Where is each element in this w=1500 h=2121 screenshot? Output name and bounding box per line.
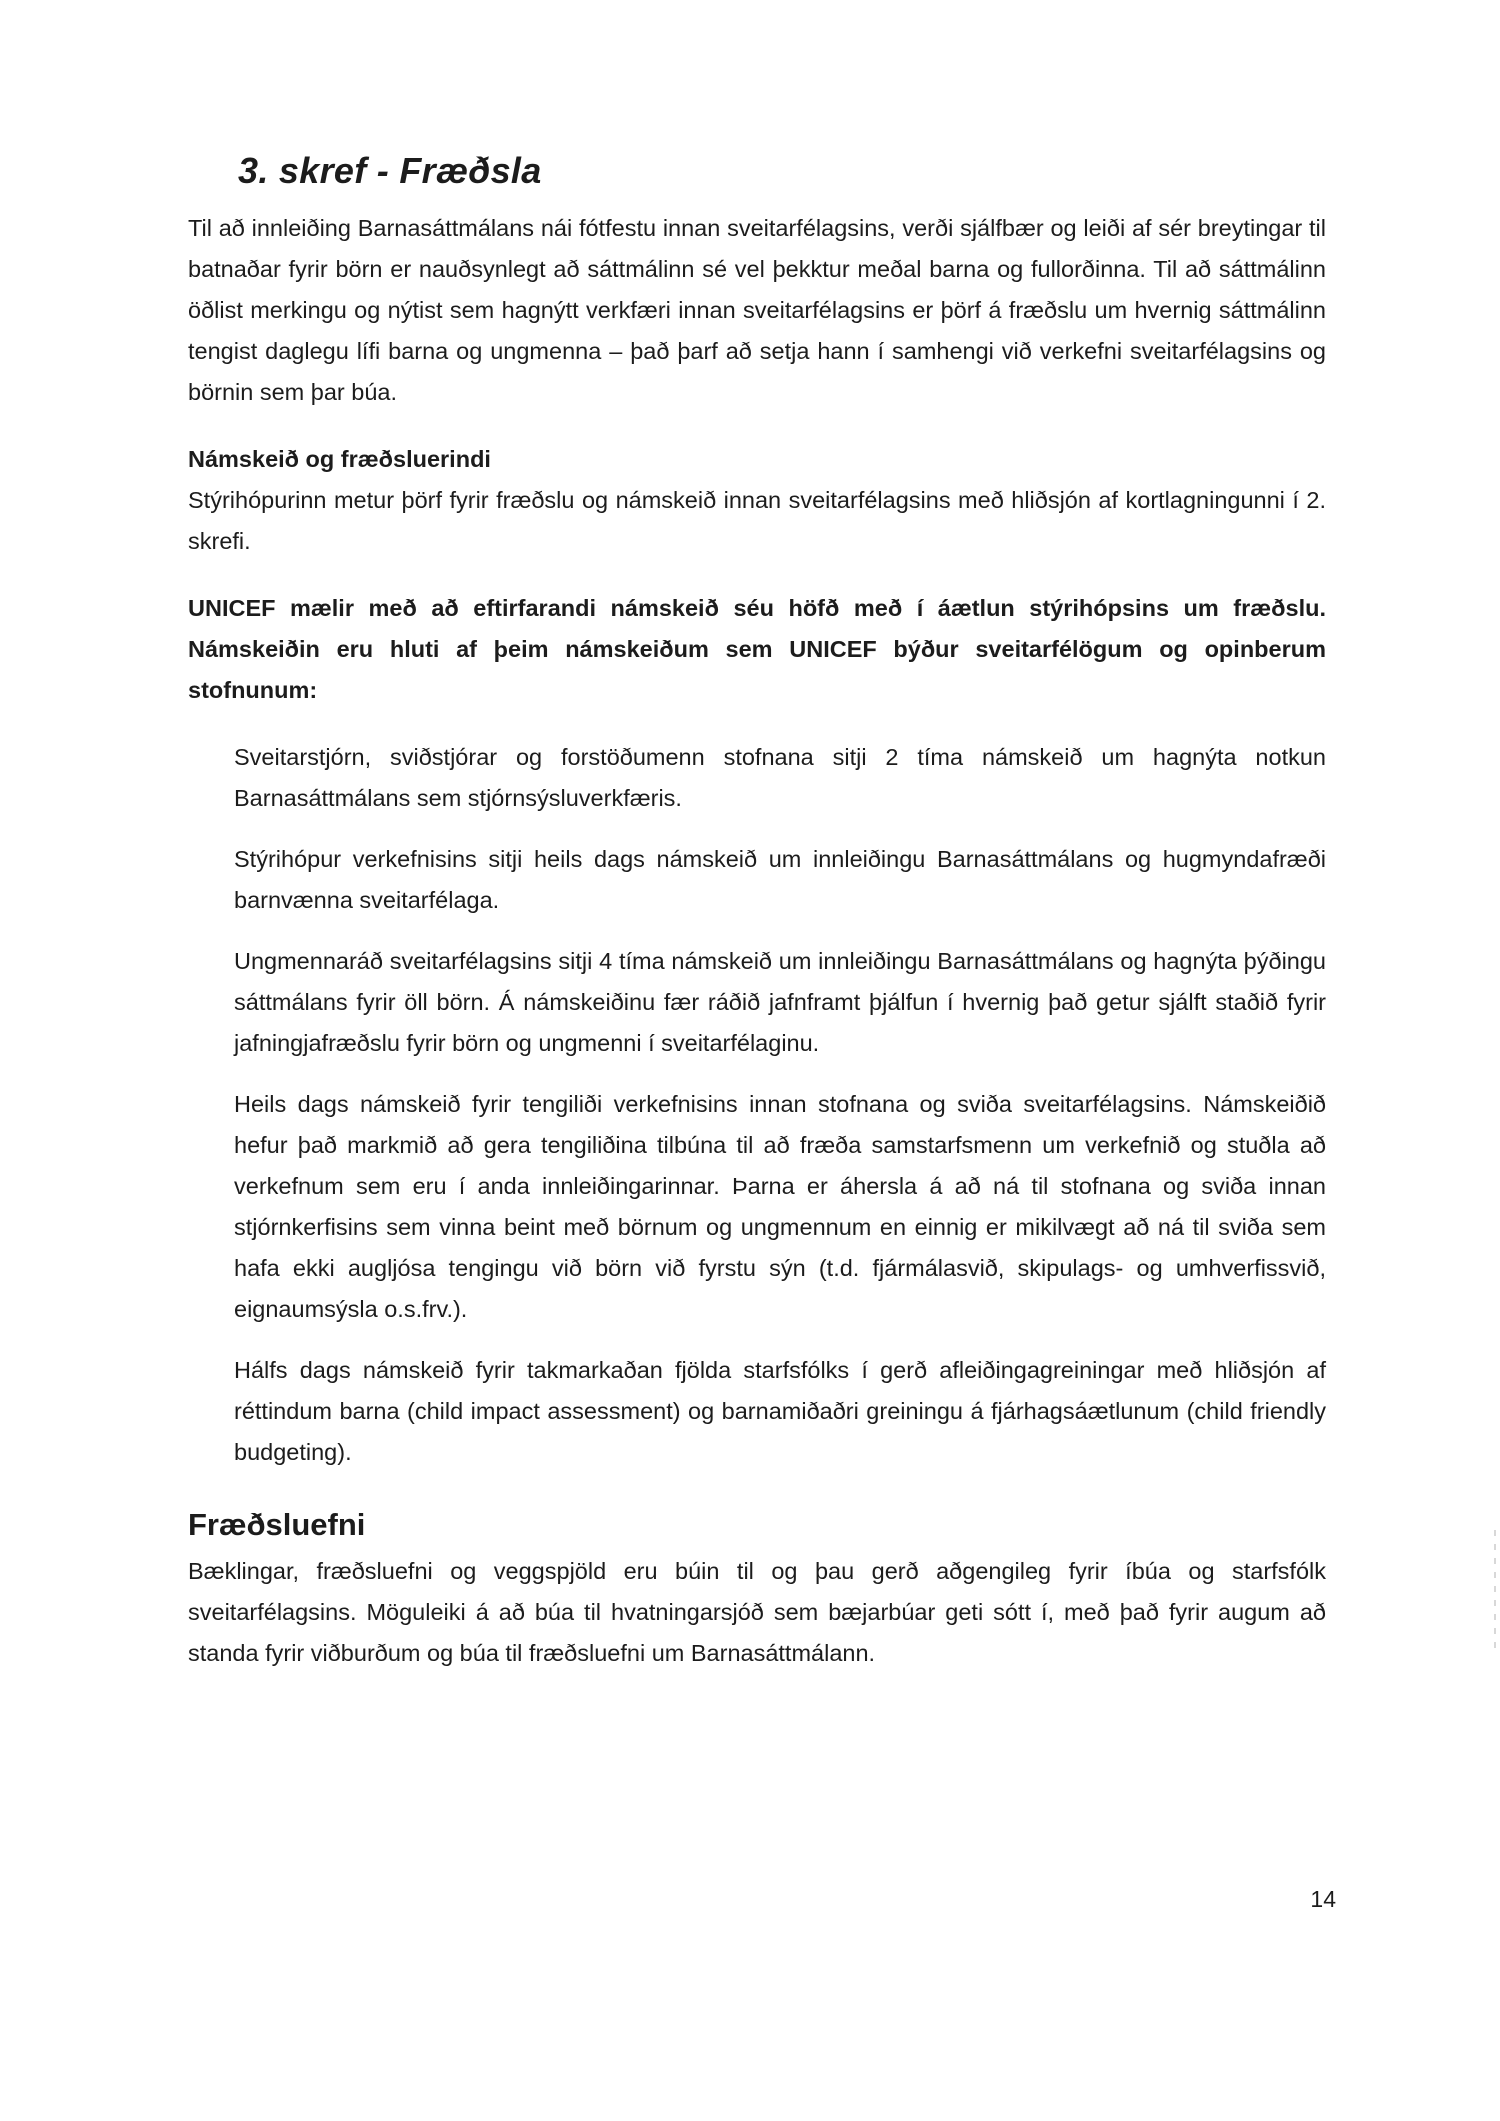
materials-paragraph: Bæklingar, fræðsluefni og veggspjöld eru búin til og þau gerð aðgengileg fyrir íbúa og starfsfólk sveitarfélagsins. Möguleiki á að búa til hvatningarsjóð sem bæjarbúar geti sótt í, með það fyrir augum að standa fyrir viðburðum og búa til fræðsluefni um Barnasáttmálann. — [188, 1558, 1326, 1666]
page-number: 14 — [1310, 1886, 1336, 1912]
course-item-youth-council: Ungmennaráð sveitarfélagsins sitji 4 tíma námskeið um innleiðingu Barnasáttmálans og hagnýta þýðingu sáttmálans fyrir öll börn. Á námskeiðinu fær ráðið jafnframt þjálfun í hvernig það getur sjálft staðið fyrir jafningjafræðslu fyrir börn og ungmenni í sveitarfélaginu. — [234, 948, 1326, 1056]
intro-paragraph: Til að innleiðing Barnasáttmálans nái fótfestu innan sveitarfélagsins, verði sjálfbær og leiði af sér breytingar til batnaðar fyrir börn er nauðsynlegt að sáttmálinn sé vel þekktur meðal barna og fullorðinna. Til að sáttmálinn öðlist merkingu og nýtist sem hagnýtt verkfæri innan sveitarfélagsins er þörf á fræðslu um hvernig sáttmálinn tengist daglegu lífi barna og ungmenna – það þarf að setja hann í samhengi við verkefni sveitarfélagsins og börnin sem þar búa. — [188, 215, 1326, 405]
course-list — [234, 737, 1326, 1473]
scan-margin-mark — [1494, 1530, 1496, 1650]
course-item-municipal-leaders: Sveitarstjórn, sviðstjórar og forstöðumenn stofnana sitji 2 tíma námskeið um hagnýta notkun Barnasáttmálans sem stjórnsýsluverkfæris. — [234, 744, 1326, 811]
unicef-recommendation-paragraph: UNICEF mælir með að eftirfarandi námskeið séu höfð með í áætlun stýrihópsins um fræðslu. Námskeiðin eru hluti af þeim námskeiðum sem UNICEF býður sveitarfélögum og opinberum stofnunum: — [188, 595, 1326, 703]
materials-heading: Fræðsluefni — [188, 1507, 366, 1542]
course-item-impact-assessment: Hálfs dags námskeið fyrir takmarkaðan fjölda starfsfólks í gerð afleiðingagreiningar með hliðsjón af réttindum barna (child impact assessment) og barnamiðaðri greiningu á fjárhagsáætlunum (child friendly budgeting). — [234, 1357, 1326, 1465]
courses-paragraph: Stýrihópurinn metur þörf fyrir fræðslu og námskeið innan sveitarfélagsins með hliðsjón af kortlagningunni í 2. skrefi. — [188, 487, 1326, 554]
courses-heading: Námskeið og fræðsluerindi — [188, 446, 491, 472]
course-item-contact-persons: Heils dags námskeið fyrir tengiliði verkefnisins innan stofnana og sviða sveitarfélagsins. Námskeiðið hefur það markmið að gera tengiliðina tilbúna til að fræða samstarfsmenn um verkefnið og stuðla að verkefnum sem eru í anda innleiðingarinnar. Þarna er áhersla á að ná til stofnana og sviða innan stjórnkerfisins sem vinna beint með börnum og ungmennum en einnig er mikilvægt að ná til sviða sem hafa ekki augljósa tengingu við börn við fyrstu sýn (t.d. fjármálasvið, skipulags- og umhverfissvið, eignaumsýsla o.s.frv.). — [234, 1091, 1326, 1322]
step-title: 3. skref - Fræðsla — [238, 150, 542, 191]
page-content — [188, 150, 1326, 1674]
course-item-steering-group: Stýrihópur verkefnisins sitji heils dags námskeið um innleiðingu Barnasáttmálans og hugmyndafræði barnvænna sveitarfélaga. — [234, 846, 1326, 913]
